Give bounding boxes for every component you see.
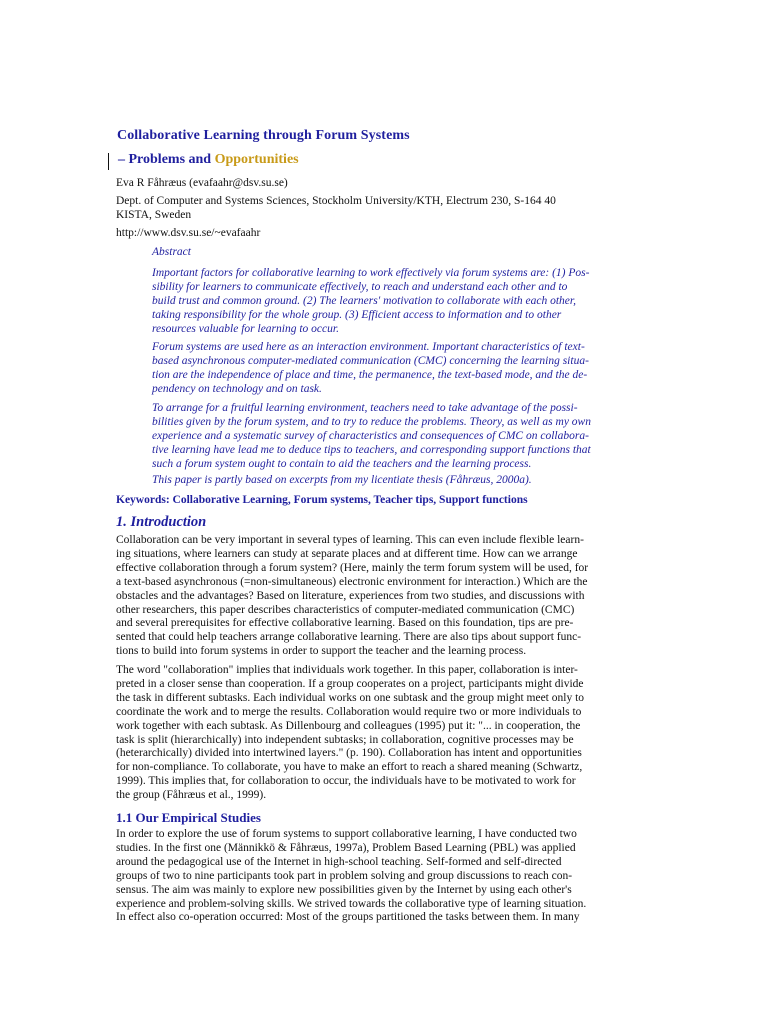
affiliation-line: KISTA, Sweden: [116, 209, 192, 221]
text-line: effective collaboration through a forum system? (Here, mainly the term forum system will be used, for: [116, 561, 589, 574]
text-line: Forum systems are used here as an interaction environment. Important characteristics of text-: [152, 341, 585, 353]
text-line: resources valuable for learning to occur.: [152, 323, 339, 335]
author-line: Eva R Fåhræus (evafaahr@dsv.su.se): [116, 177, 288, 189]
author-url[interactable]: http://www.dsv.su.se/~evafaahr: [116, 227, 261, 239]
section-heading-introduction: 1. Introduction: [116, 514, 207, 530]
text-line: taking responsibility for the whole group. (3) Efficient access to information and to other: [152, 309, 562, 321]
text-line: around the pedagogical use of the Internet in high-school teaching. Self-formed and self-directed: [116, 855, 562, 868]
text-line: based asynchronous computer-mediated communication (CMC) concerning the learning situa-: [152, 355, 589, 367]
text-line: coordinate the work and to merge the results. Collaboration would require two or more individuals to: [116, 705, 582, 718]
text-line: tions to build into forum systems in order to support the teacher and the learning process.: [116, 645, 527, 658]
intro-paragraph-1: [116, 534, 630, 659]
keywords: Keywords: Collaborative Learning, Forum systems, Teacher tips, Support functions: [116, 494, 528, 506]
text-line: In order to explore the use of forum systems to support collaborative learning, I have conducted two: [116, 828, 577, 840]
text-line: (heterarchically) divided into intertwined layers." (p. 190). Collaboration has intent and opportunities: [116, 747, 582, 760]
empirical-paragraph-1: [116, 828, 630, 925]
text-line: Collaboration can be very important in several types of learning. This can even include flexible learn-: [116, 534, 584, 546]
text-line: The word "collaboration" implies that individuals work together. In this paper, collaboration is inter-: [116, 664, 578, 676]
abstract-paragraph-2: [152, 340, 628, 396]
abstract-paragraph-1: [152, 266, 628, 336]
intro-paragraph-2: [116, 664, 630, 803]
text-line: a text-based asynchronous (=non-simultaneous) electronic environment for interaction.) Which are the: [116, 575, 588, 588]
text-line: pendency on technology and on task.: [152, 383, 322, 395]
abstract-paragraph-3: [152, 401, 628, 471]
abstract-heading: Abstract: [152, 246, 191, 258]
text-line: obstacles and the advantages? Based on literature, experiences from two studies, and discussions with: [116, 589, 585, 602]
text-line: bilities given by the forum system, and to try to reduce the problems. Theory, as well as my own: [152, 416, 591, 428]
text-line: sented that could help teachers arrange collaborative learning. There are also tips about support func-: [116, 631, 582, 644]
text-line: In effect also co-operation occurred: Most of the groups partitioned the tasks between them. In many: [116, 911, 580, 924]
text-line: sensus. The aim was mainly to explore new possibilities given by the Internet by using each other's: [116, 883, 572, 896]
affiliation-line: Dept. of Computer and Systems Sciences, Stockholm University/KTH, Electrum 230, S-164 40: [116, 195, 556, 207]
section-heading-empirical-studies: 1.1 Our Empirical Studies: [116, 810, 261, 825]
subtitle-highlight: Opportunities: [214, 152, 299, 167]
text-line: and several prerequisites for effective collaborative learning. Based on this foundation, tips are pre-: [116, 617, 574, 630]
text-line: To arrange for a fruitful learning environment, teachers need to take advantage of the possi-: [152, 402, 578, 414]
text-line: such a forum system ought to contain to aid the teachers and the learning process.: [152, 458, 532, 470]
text-line: preted in a closer sense than cooperation. If a group cooperates on a project, participants might divide: [116, 677, 584, 690]
text-line: ing situations, where learners can study at separate places and at different time. How can we arrange: [116, 547, 578, 560]
text-line: experience and a systematic survey of characteristics and consequences of CMC on collabora-: [152, 430, 589, 442]
text-line: groups of two to nine participants took part in problem solving and group discussions to reach con-: [116, 869, 573, 882]
text-line: Important factors for collaborative learning to work effectively via forum systems are: (1) Pos-: [152, 267, 590, 279]
text-line: the task in different subtasks. Each individual works on one subtask and the group might meet only to: [116, 691, 585, 704]
text-line: 1999). This implies that, for collaboration to occur, the individuals have to be motivated to work for: [116, 775, 576, 788]
text-line: studies. In the first one (Männikkö & Fåhræus, 1997a), Problem Based Learning (PBL) was applied: [116, 841, 576, 854]
text-line: experience and problem-solving skills. We strived towards the collaborative type of learning situation.: [116, 897, 587, 910]
text-line: build trust and common ground. (2) The learners' motivation to collaborate with each other,: [152, 295, 576, 307]
text-line: tion are the independence of place and time, the permanence, the text-based mode, and the de-: [152, 369, 588, 381]
paper-subtitle: [118, 152, 299, 168]
paper-title: Collaborative Learning through Forum Systems: [117, 128, 410, 143]
text-line: the group (Fåhræus et al., 1999).: [116, 789, 267, 802]
abstract-paragraph-4: This paper is partly based on excerpts from my licentiate thesis (Fåhræus, 2000a).: [152, 474, 532, 486]
text-line: work together with each subtask. As Dillenbourg and colleagues (1995) put it: "... in cooperation, the: [116, 719, 581, 732]
subtitle-prefix: – Problems and: [118, 152, 215, 167]
text-line: tive learning have lead me to deduce tips to teachers, and corresponding support functions that: [152, 444, 591, 456]
text-cursor: [108, 153, 109, 170]
affiliation: [116, 194, 626, 222]
text-line: task is split (hierarchically) into independent subtasks; in collaboration, cognitive processes may be: [116, 733, 574, 746]
text-line: for non-compliance. To collaborate, you have to make an effort to reach a shared meaning (Schwartz,: [116, 761, 583, 774]
text-line: other researchers, this paper describes characteristics of computer-mediated communication (CMC): [116, 603, 575, 616]
text-line: sibility for learners to communicate effectively, to reach and understand each other and to: [152, 281, 568, 293]
